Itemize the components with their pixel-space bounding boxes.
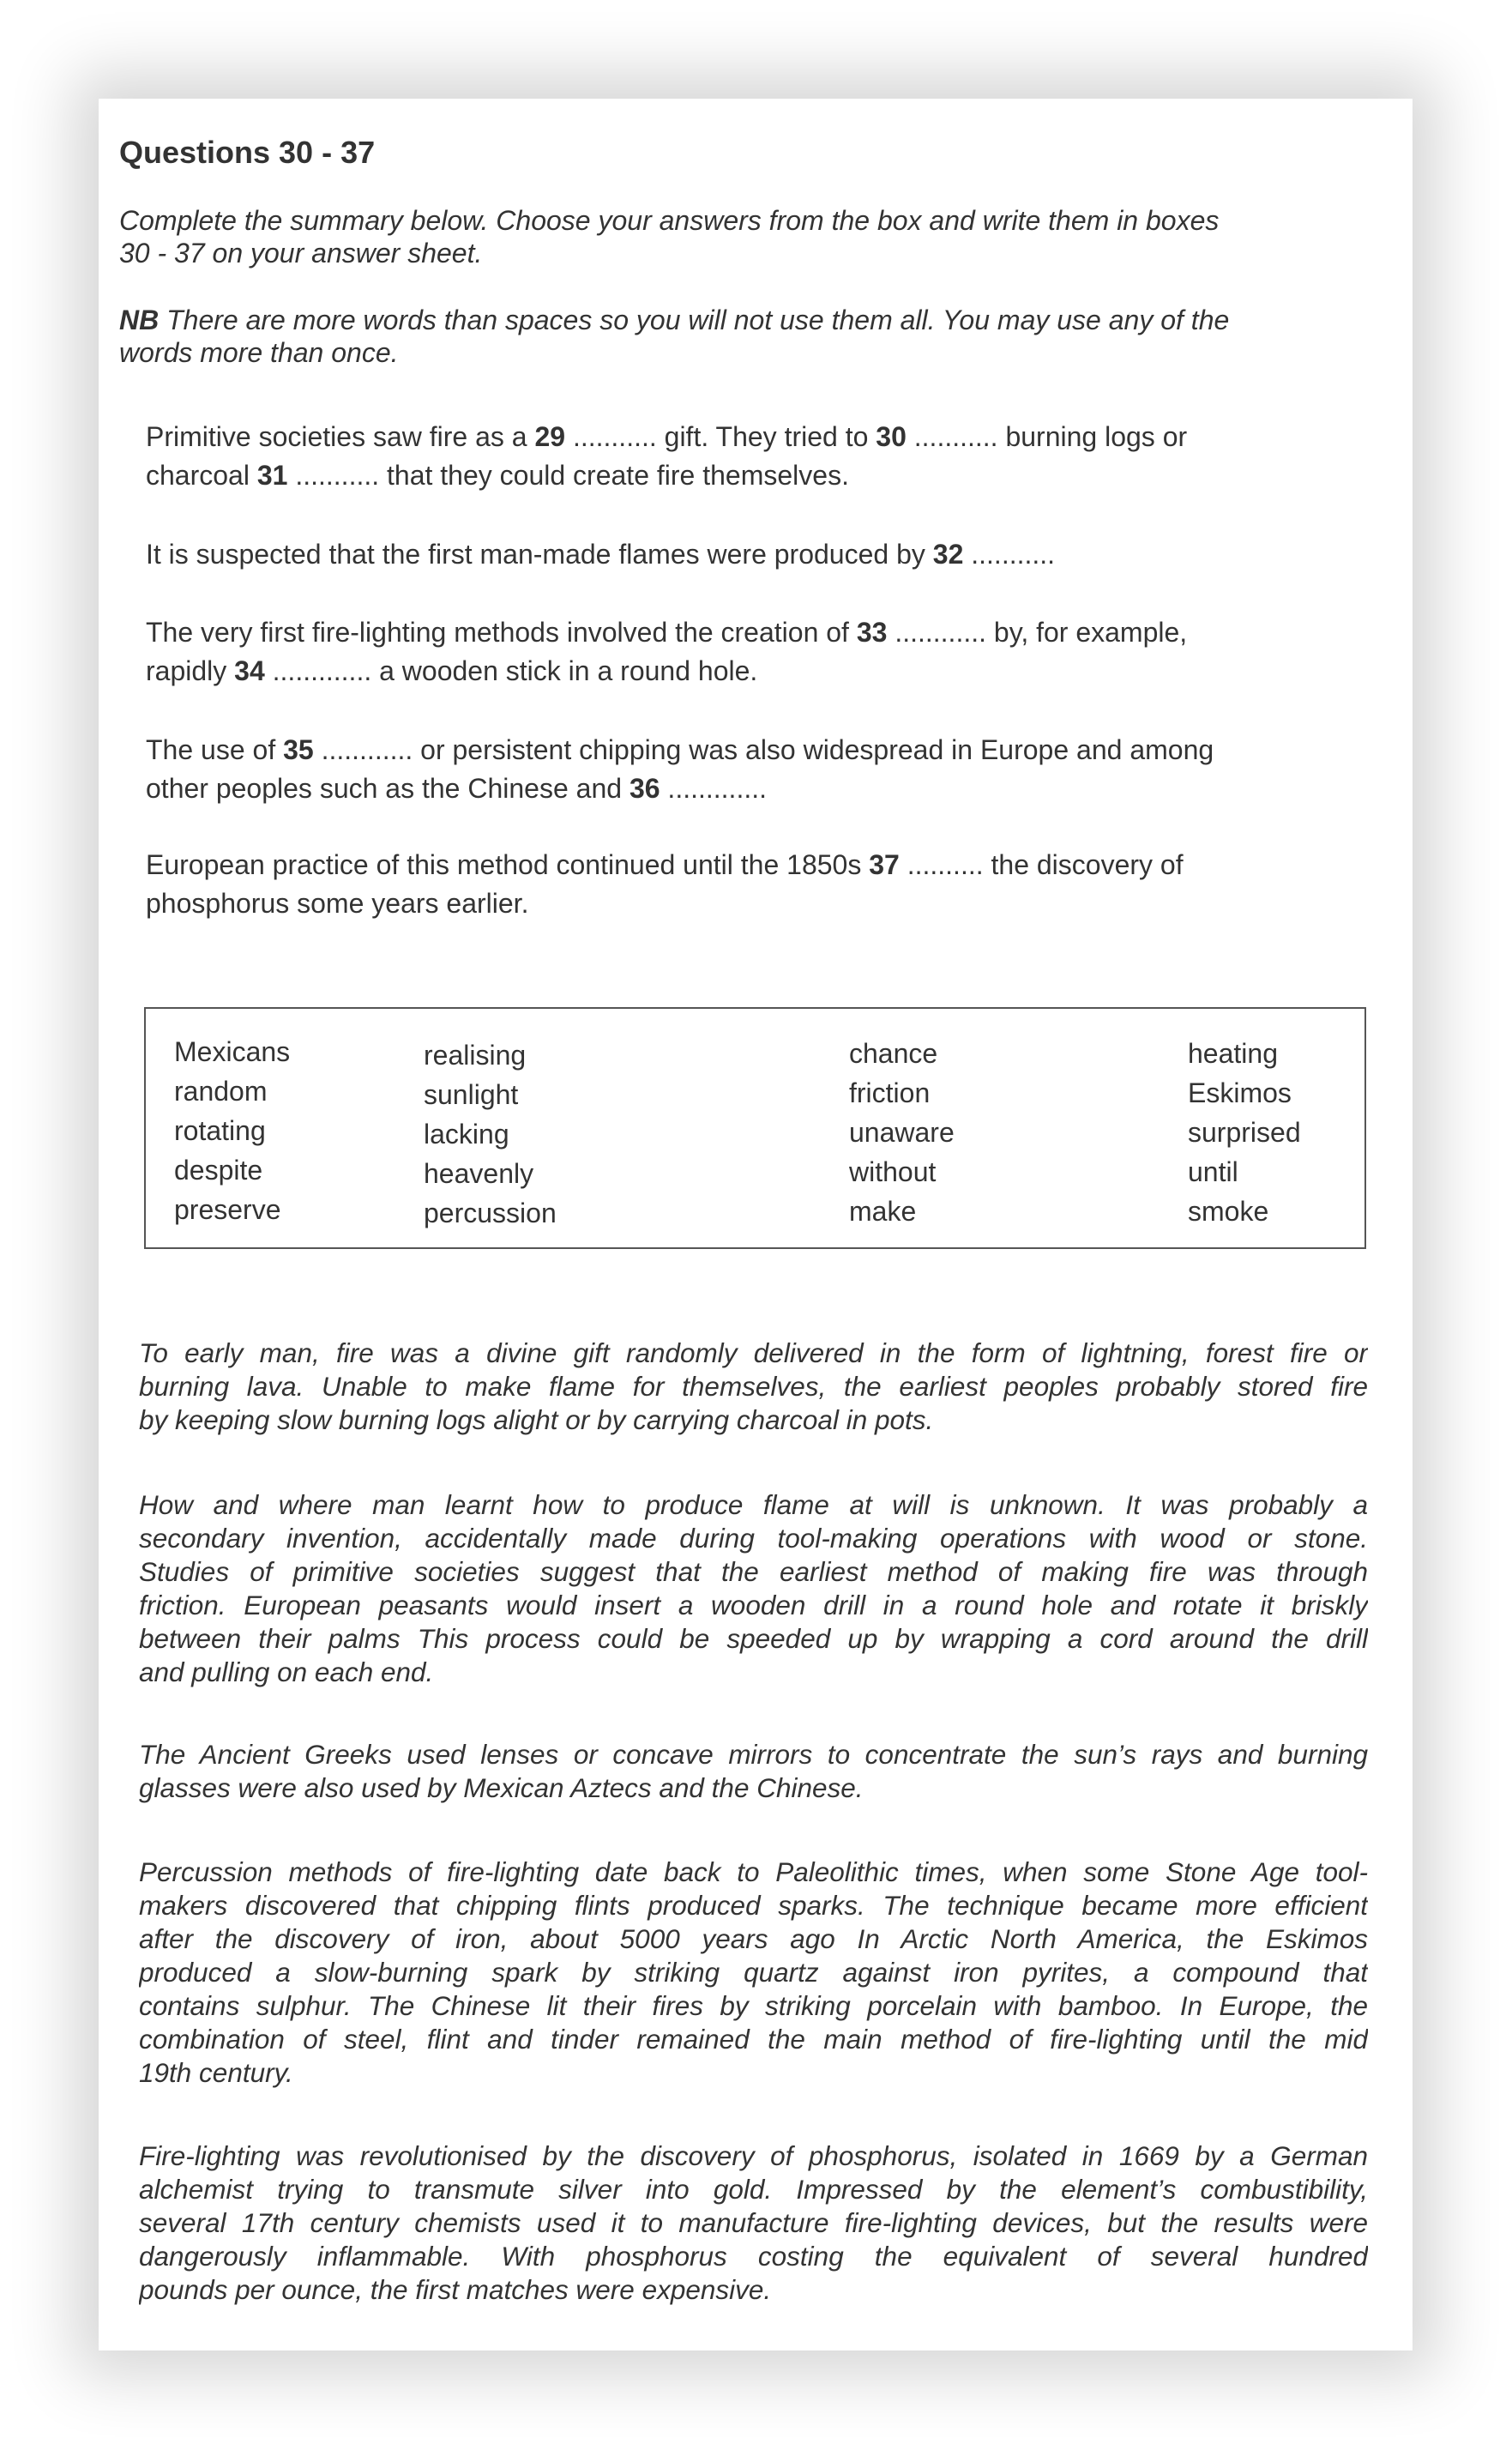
- word-option: friction: [849, 1077, 931, 1108]
- word-option: lacking: [424, 1119, 509, 1150]
- summary-line: [146, 418, 1329, 456]
- summary-line: [146, 535, 1329, 574]
- passage-line: between their palms This process could be speeded up by wrapping a cord around the drill: [139, 1623, 1368, 1654]
- passage-line: How and where man learnt how to produce flame at will is unknown. It was probably a: [139, 1489, 1368, 1520]
- passage-line: 19th century.: [139, 2057, 293, 2088]
- passage-line: makers discovered that chipping flints produced sparks. The technique became more efficient: [139, 1890, 1368, 1921]
- summary-text: other peoples such as the Chinese and: [146, 773, 629, 804]
- gap-number-36: 36: [629, 773, 660, 804]
- summary-text: The very first fire-lighting methods involved the creation of: [146, 617, 857, 648]
- nb-line: [119, 304, 1354, 336]
- word-column: [849, 1034, 955, 1231]
- passage-line: secondary invention, accidentally made during tool-making operations with wood or stone.: [139, 1523, 1368, 1554]
- passage-line: by keeping slow burning logs alight or by carrying charcoal in pots.: [139, 1404, 934, 1435]
- gap-number-33: 33: [856, 617, 888, 648]
- word-option: Eskimos: [1188, 1077, 1292, 1108]
- summary-paragraph: [146, 535, 1329, 574]
- word-option: smoke: [1188, 1196, 1269, 1227]
- passage-line: combination of steel, flint and tinder remained the main method of fire-lighting until the mid: [139, 2024, 1368, 2055]
- summary-text: European practice of this method continued until the 1850s: [146, 849, 870, 880]
- word-option: realising: [424, 1040, 527, 1071]
- word-option: make: [849, 1196, 917, 1227]
- summary-text: ........... burning logs or: [906, 421, 1188, 452]
- summary-text: It is suspected that the first man-made flames were produced by: [146, 539, 933, 570]
- instructions-line: 30 - 37 on your answer sheet.: [119, 238, 483, 269]
- nb-note: [119, 304, 1354, 369]
- summary-text: Primitive societies saw fire as a: [146, 421, 535, 452]
- passage-paragraph: [139, 1337, 1368, 1437]
- summary-text: ........... gift. They tried to: [565, 421, 876, 452]
- gap-number-32: 32: [932, 539, 964, 570]
- summary-line: phosphorus some years earlier.: [146, 888, 529, 919]
- questions-heading: Questions 30 - 37: [119, 135, 376, 170]
- summary-text: ...........: [963, 539, 1056, 570]
- passage-paragraph: [139, 1738, 1368, 1805]
- nb-line: words more than once.: [119, 337, 399, 368]
- word-option: percussion: [424, 1198, 557, 1228]
- summary-text: ............. a wooden stick in a round hole.: [264, 655, 758, 686]
- passage-paragraph: [139, 1856, 1368, 2090]
- passage-paragraph: [139, 2139, 1368, 2307]
- passage-line: Studies of primitive societies suggest that the earliest method of making fire was through: [139, 1556, 1368, 1587]
- passage-line: glasses were also used by Mexican Aztecs and the Chinese.: [139, 1772, 864, 1803]
- instructions-line: Complete the summary below. Choose your answers from the box and write them in boxes: [119, 205, 1220, 236]
- word-option: sunlight: [424, 1079, 519, 1110]
- passage-line: after the discovery of iron, about 5000 years ago In Arctic North America, the Eskimos: [139, 1923, 1368, 1954]
- passage-line: Percussion methods of fire-lighting date back to Paleolithic times, when some Stone Age tool-: [139, 1856, 1368, 1887]
- summary-line: [146, 652, 1329, 691]
- word-column: [174, 1032, 290, 1229]
- summary-text: ............ or persistent chipping was also widespread in Europe and among: [313, 734, 1214, 765]
- word-option: unaware: [849, 1117, 955, 1148]
- passage-line: contains sulphur. The Chinese lit their fires by striking porcelain with bamboo. In Europe, the: [139, 1990, 1368, 2021]
- word-option: random: [174, 1076, 268, 1107]
- word-option: surprised: [1188, 1117, 1301, 1148]
- summary-line: [146, 613, 1329, 652]
- gap-number-30: 30: [876, 421, 907, 452]
- word-option: heating: [1188, 1038, 1278, 1069]
- summary-line: [146, 769, 1329, 808]
- summary-text: The use of: [146, 734, 284, 765]
- word-option: heavenly: [424, 1158, 534, 1189]
- word-option: without: [849, 1156, 937, 1187]
- summary-paragraph: [146, 731, 1329, 808]
- gap-number-31: 31: [256, 460, 288, 491]
- nb-label: NB: [119, 305, 160, 335]
- word-column: [1188, 1034, 1301, 1231]
- passage-line: alchemist trying to transmute silver into gold. Impressed by the element’s combustibility,: [139, 2174, 1368, 2205]
- passage-line: pounds per ounce, the first matches were expensive.: [139, 2274, 772, 2305]
- summary-line: [146, 456, 1329, 495]
- summary-line: [146, 731, 1329, 769]
- passage-paragraph: [139, 1488, 1368, 1689]
- passage-line: Fire-lighting was revolutionised by the discovery of phosphorus, isolated in 1669 by a German: [139, 2140, 1368, 2171]
- summary-paragraph: [146, 418, 1329, 495]
- word-option: rotating: [174, 1115, 266, 1146]
- passage-line: The Ancient Greeks used lenses or concave mirrors to concentrate the sun’s rays and burning: [139, 1739, 1368, 1770]
- worksheet-page: [99, 99, 1413, 2350]
- word-option: Mexicans: [174, 1036, 291, 1067]
- summary-text: .......... the discovery of: [899, 849, 1184, 880]
- summary-text: ............ by, for example,: [887, 617, 1188, 648]
- word-option: preserve: [174, 1194, 281, 1225]
- passage-line: produced a slow-burning spark by striking quartz against iron pyrites, a compound that: [139, 1957, 1368, 1988]
- passage-line: dangerously inflammable. With phosphorus costing the equivalent of several hundred: [139, 2241, 1368, 2272]
- gap-number-35: 35: [283, 734, 314, 765]
- nb-text: There are more words than spaces so you will not use them all. You may use any of the: [159, 305, 1230, 335]
- passage-line: several 17th century chemists used it to manufacture fire-lighting devices, but the results were: [139, 2207, 1368, 2238]
- word-option: despite: [174, 1155, 263, 1186]
- summary-line: [146, 846, 1329, 884]
- summary-text: charcoal: [146, 460, 257, 491]
- summary-text: ........... that they could create fire themselves.: [287, 460, 849, 491]
- word-column: [424, 1035, 557, 1233]
- summary-text: rapidly: [146, 655, 235, 686]
- summary-paragraph: [146, 613, 1329, 691]
- gap-number-29: 29: [534, 421, 566, 452]
- passage-line: burning lava. Unable to make flame for themselves, the earliest peoples probably stored fire: [139, 1371, 1368, 1402]
- passage-line: To early man, fire was a divine gift randomly delivered in the form of lightning, forest fire or: [139, 1337, 1368, 1368]
- word-box: [144, 1007, 1366, 1249]
- gap-number-37: 37: [869, 849, 900, 880]
- word-option: chance: [849, 1038, 938, 1069]
- passage-line: friction. European peasants would insert a wooden drill in a round hole and rotate it briskly: [139, 1590, 1368, 1620]
- instructions: [119, 204, 1354, 269]
- summary-paragraph: [146, 846, 1329, 923]
- word-option: until: [1188, 1156, 1238, 1187]
- gap-number-34: 34: [234, 655, 265, 686]
- summary-text: .............: [660, 773, 767, 804]
- passage-line: and pulling on each end.: [139, 1656, 434, 1687]
